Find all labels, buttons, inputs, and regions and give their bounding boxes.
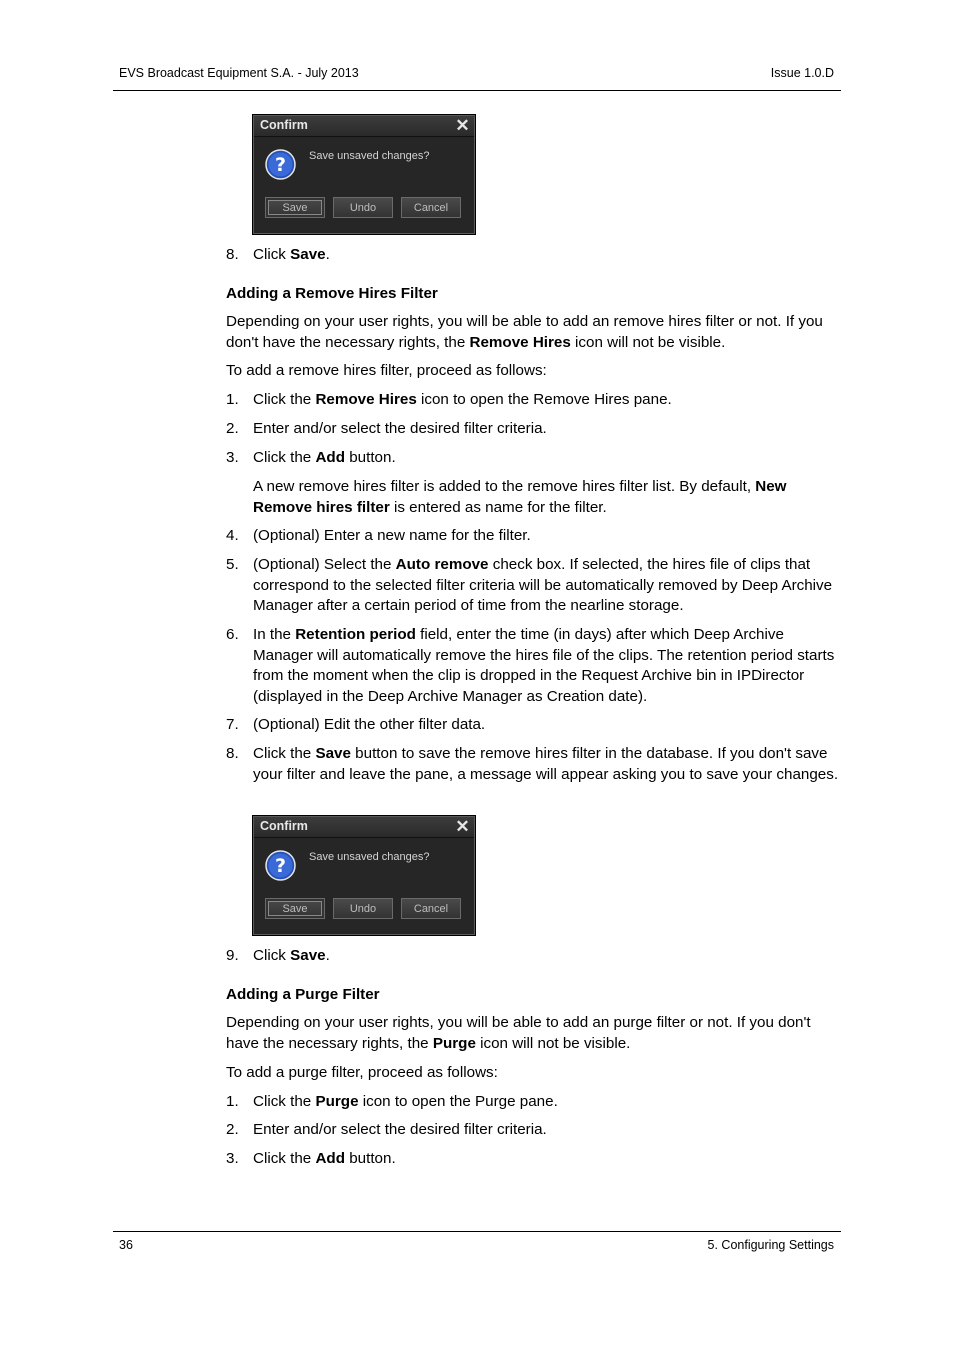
footer-section: 5. Configuring Settings	[707, 1238, 834, 1252]
dialog-message: Save unsaved changes?	[309, 150, 430, 162]
header-right: Issue 1.0.D	[770, 66, 834, 80]
section-heading-purge: Adding a Purge Filter	[226, 986, 380, 1003]
question-icon	[265, 850, 296, 881]
close-icon[interactable]: ✕	[455, 116, 470, 135]
confirm-dialog	[252, 114, 476, 235]
dialog-title: Confirm	[260, 118, 308, 132]
dialog-titlebar	[254, 817, 474, 838]
dialog-titlebar	[254, 116, 474, 137]
page-number: 36	[119, 1238, 133, 1252]
confirm-dialog-2	[252, 815, 476, 936]
save-button[interactable]: Save	[265, 197, 325, 218]
section-heading-remove-hires: Adding a Remove Hires Filter	[226, 285, 438, 302]
cancel-button[interactable]: Cancel	[401, 898, 461, 919]
footer-rule	[113, 1231, 841, 1232]
paragraph-lead-1: To add a remove hires filter, proceed as follows:	[226, 362, 547, 379]
dialog-message: Save unsaved changes?	[309, 851, 430, 863]
dialog-title: Confirm	[260, 819, 308, 833]
cancel-button[interactable]: Cancel	[401, 197, 461, 218]
header-rule	[113, 90, 841, 91]
svg-text:?: ?	[274, 154, 287, 176]
close-icon[interactable]: ✕	[455, 817, 470, 836]
paragraph-lead-2: To add a purge filter, proceed as follows:	[226, 1064, 498, 1081]
undo-button[interactable]: Undo	[333, 898, 393, 919]
save-button[interactable]: Save	[265, 898, 325, 919]
header-left: EVS Broadcast Equipment S.A. - July 2013	[119, 66, 359, 80]
svg-text:?: ?	[274, 855, 287, 877]
question-icon	[265, 149, 296, 180]
paragraph-intro-1: Depending on your user rights, you will be able to add an remove hires filter or not. If you don't have the necessary rights, the Remove Hires icon will not be visible.	[226, 313, 823, 351]
paragraph-intro-2: Depending on your user rights, you will be able to add an purge filter or not. If you don't have the necessary rights, the Purge icon will not be visible.	[226, 1014, 811, 1052]
undo-button[interactable]: Undo	[333, 197, 393, 218]
